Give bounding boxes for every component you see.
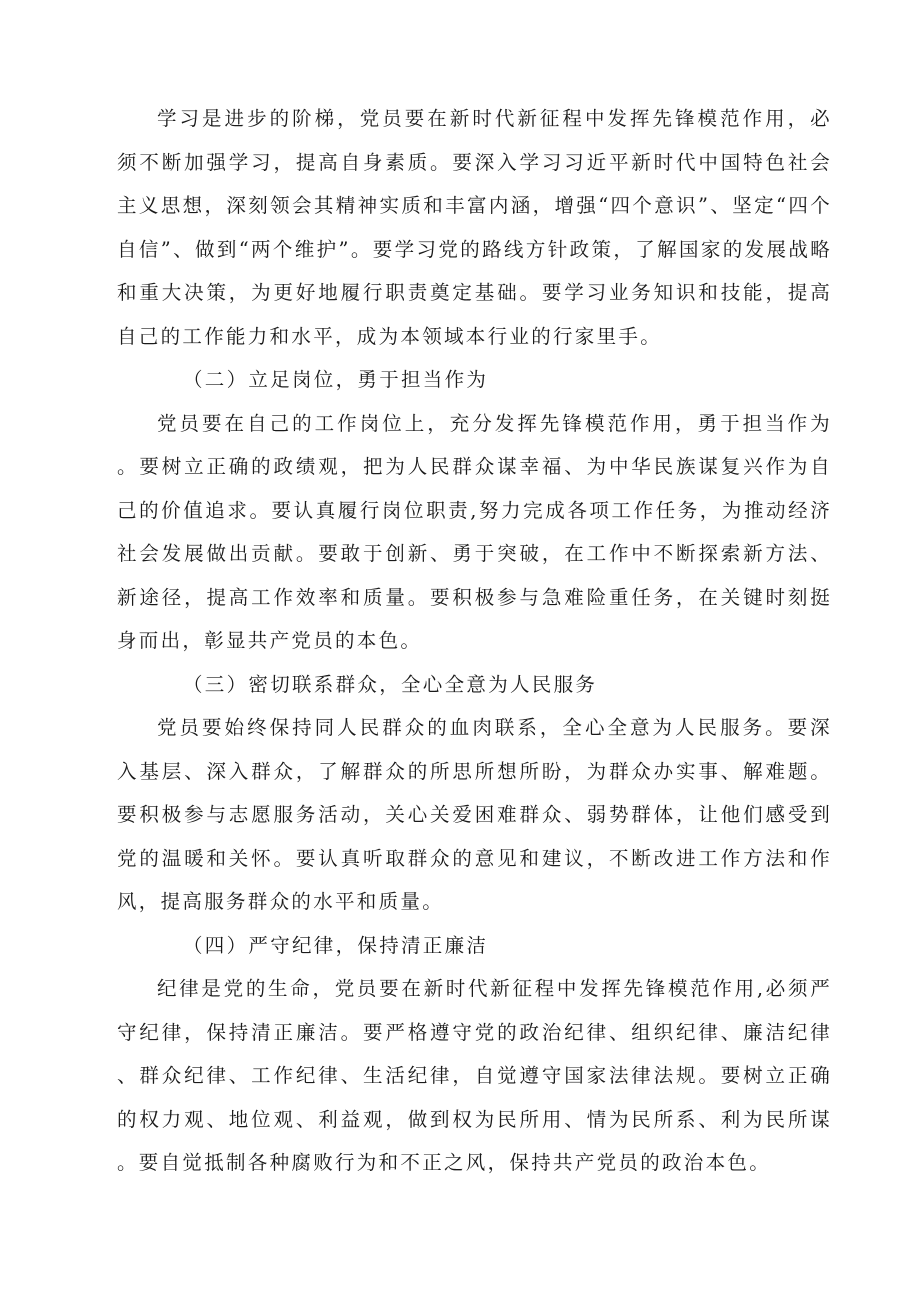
section-heading-3: （三）密切联系群众，全心全意为人民服务: [183, 672, 598, 696]
document-body: [117, 97, 832, 1185]
paragraph-discipline: 纪律是党的生命，党员要在新时代新征程中发挥先锋模范作用,必须严守纪律，保持清正廉洁。要严格遵守党的政治纪律、组织纪律、廉洁纪律、群众纪律、工作纪律、生活纪律，自觉遵守国家法律法规。要树立正确的权力观、地位观、利益观，做到权为民所用、情为民所系、利为民所谋。要自觉抵制各种腐败行为和不正之风，保持共产党员的政治本色。: [117, 977, 832, 1174]
paragraph-study: 学习是进步的阶梯，党员要在新时代新征程中发挥先锋模范作用，必须不断加强学习，提高自身素质。要深入学习习近平新时代中国特色社会主义思想，深刻领会其精神实质和丰富内涵，增强“四个意识”、坚定“四个自信”、做到“两个维护”。要学习党的路线方针政策，了解国家的发展战略和重大决策，为更好地履行职责奠定基础。要学习业务知识和技能，提高自己的工作能力和水平，成为本领域本行业的行家里手。: [117, 107, 832, 348]
section-heading-2: （二）立足岗位，勇于担当作为: [183, 368, 489, 391]
paragraph-post-responsibility: 党员要在自己的工作岗位上，充分发挥先锋模范作用，勇于担当作为。要树立正确的政绩观，把为人民群众谋幸福、为中华民族谋复兴作为自己的价值追求。要认真履行岗位职责,努力完成各项工作任务，为推动经济社会发展做出贡献。要敢于创新、勇于突破，在工作中不断探索新方法、新途径，提高工作效率和质量。要积极参与急难险重任务，在关键时刻挺身而出，彰显共产党员的本色。: [117, 411, 832, 652]
paragraph-serve-people: 党员要始终保持同人民群众的血肉联系，全心全意为人民服务。要深入基层、深入群众，了解群众的所思所想所盼，为群众办实事、解难题。要积极参与志愿服务活动，关心关爱困难群众、弱势群体，让他们感受到党的温暖和关怀。要认真听取群众的意见和建议，不断改进工作方法和作风，提高服务群众的水平和质量。: [117, 716, 832, 913]
section-heading-4: （四）严守纪律，保持清正廉洁: [183, 933, 489, 957]
